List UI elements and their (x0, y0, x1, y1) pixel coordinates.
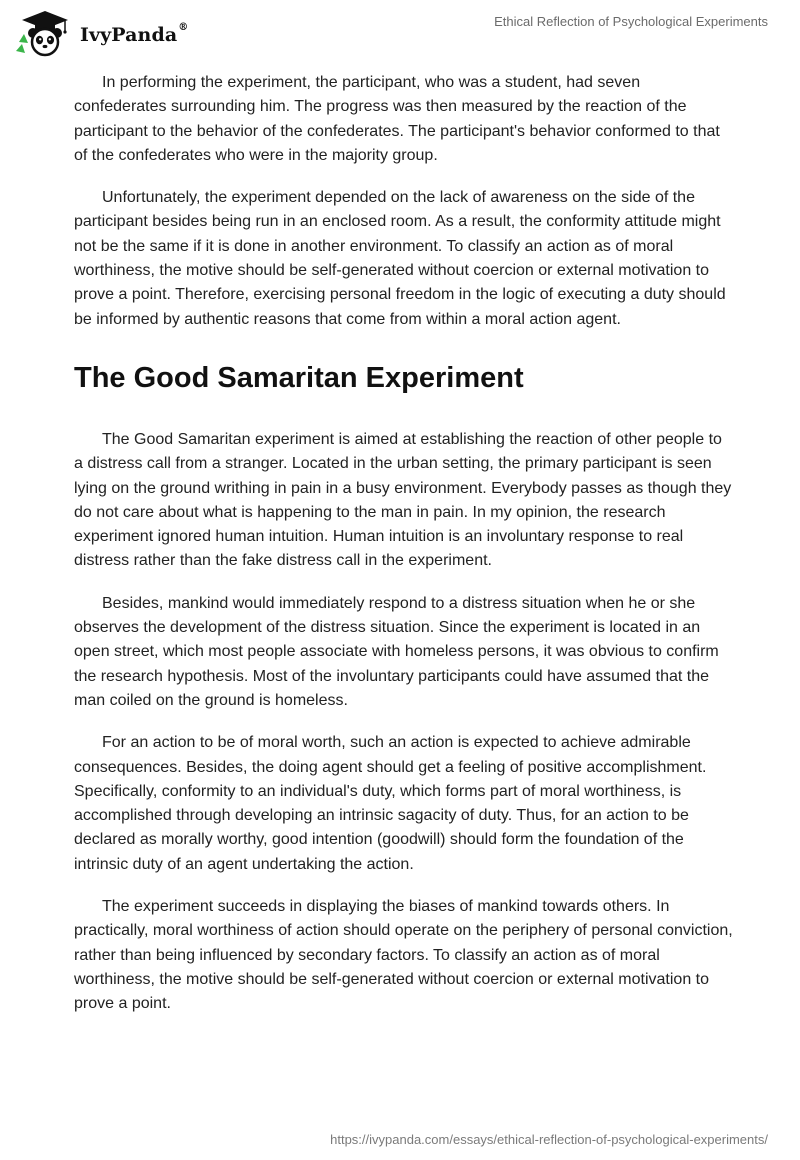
panda-graduate-icon (14, 9, 76, 57)
essay-body (74, 71, 734, 1035)
body-paragraph: Besides, mankind would immediately respond to a distress situation when he or she observes the development of the distress situation. Since the experiment is located in an open street, which most people associate with homeless persons, it was obvious to confirm the research hypothesis. Most of the involuntary participants could have assumed that the man coiled on the ground is homeless. (74, 594, 719, 709)
registered-mark: ® (178, 22, 189, 33)
brand-name: IvyPanda® (80, 22, 189, 46)
section-heading: The Good Samaritan Experiment (74, 361, 524, 394)
body-paragraph: In performing the experiment, the participant, who was a student, had seven confederates surrounding him. The progress was then measured by the reaction of the participant to the behavior of the confederates. The participant's behavior conformed to that of the confederates who were in the majority group. (74, 74, 720, 164)
page-header (0, 0, 800, 60)
body-paragraph: Unfortunately, the experiment depended on the lack of awareness on the side of the participant besides being run in an enclosed room. As a result, the conformity attitude might not be the same if it is done in another environment. To classify an action as of moral worthiness, the motive should be self-generated without coercion or external motivation to prove a point. Therefore, exercising personal freedom in the logic of executing a duty should be informed by authentic reasons that come from within a moral action agent. (74, 189, 726, 328)
ivypanda-logo[interactable] (14, 9, 188, 57)
source-url[interactable]: https://ivypanda.com/essays/ethical-reflection-of-psychological-experiments/ (330, 1132, 768, 1147)
body-paragraph: The Good Samaritan experiment is aimed at establishing the reaction of other people to a distress call from a stranger. Located in the urban setting, the primary participant is seen lying on the ground writhing in pain in a busy environment. Everybody passes as though they do not care about what is happening to the man in pain. In my opinion, the research experiment ignored human intuition. Human intuition is an involuntary response to real distress rather than the fake distress call in the experiment. (74, 430, 732, 570)
body-paragraph: The experiment succeeds in displaying the biases of mankind towards others. In practically, moral worthiness of action should operate on the periphery of personal conviction, rather than being influenced by secondary factors. To classify an action as of moral worthiness, the motive should be self-generated without coercion or external motivation to prove a point. (74, 898, 733, 1013)
document-title: Ethical Reflection of Psychological Experiments (494, 14, 768, 29)
body-paragraph: For an action to be of moral worth, such an action is expected to achieve admirable consequences. Besides, the doing agent should get a feeling of positive accomplishment. Specifically, conformity to an individual's duty, which forms part of moral worthiness, is accomplished through developing an intrinsic sagacity of duty. Thus, for an action to be declared as morally worthy, good intention (goodwill) should form the foundation of the intrinsic duty of an agent undertaking the action. (74, 734, 707, 873)
